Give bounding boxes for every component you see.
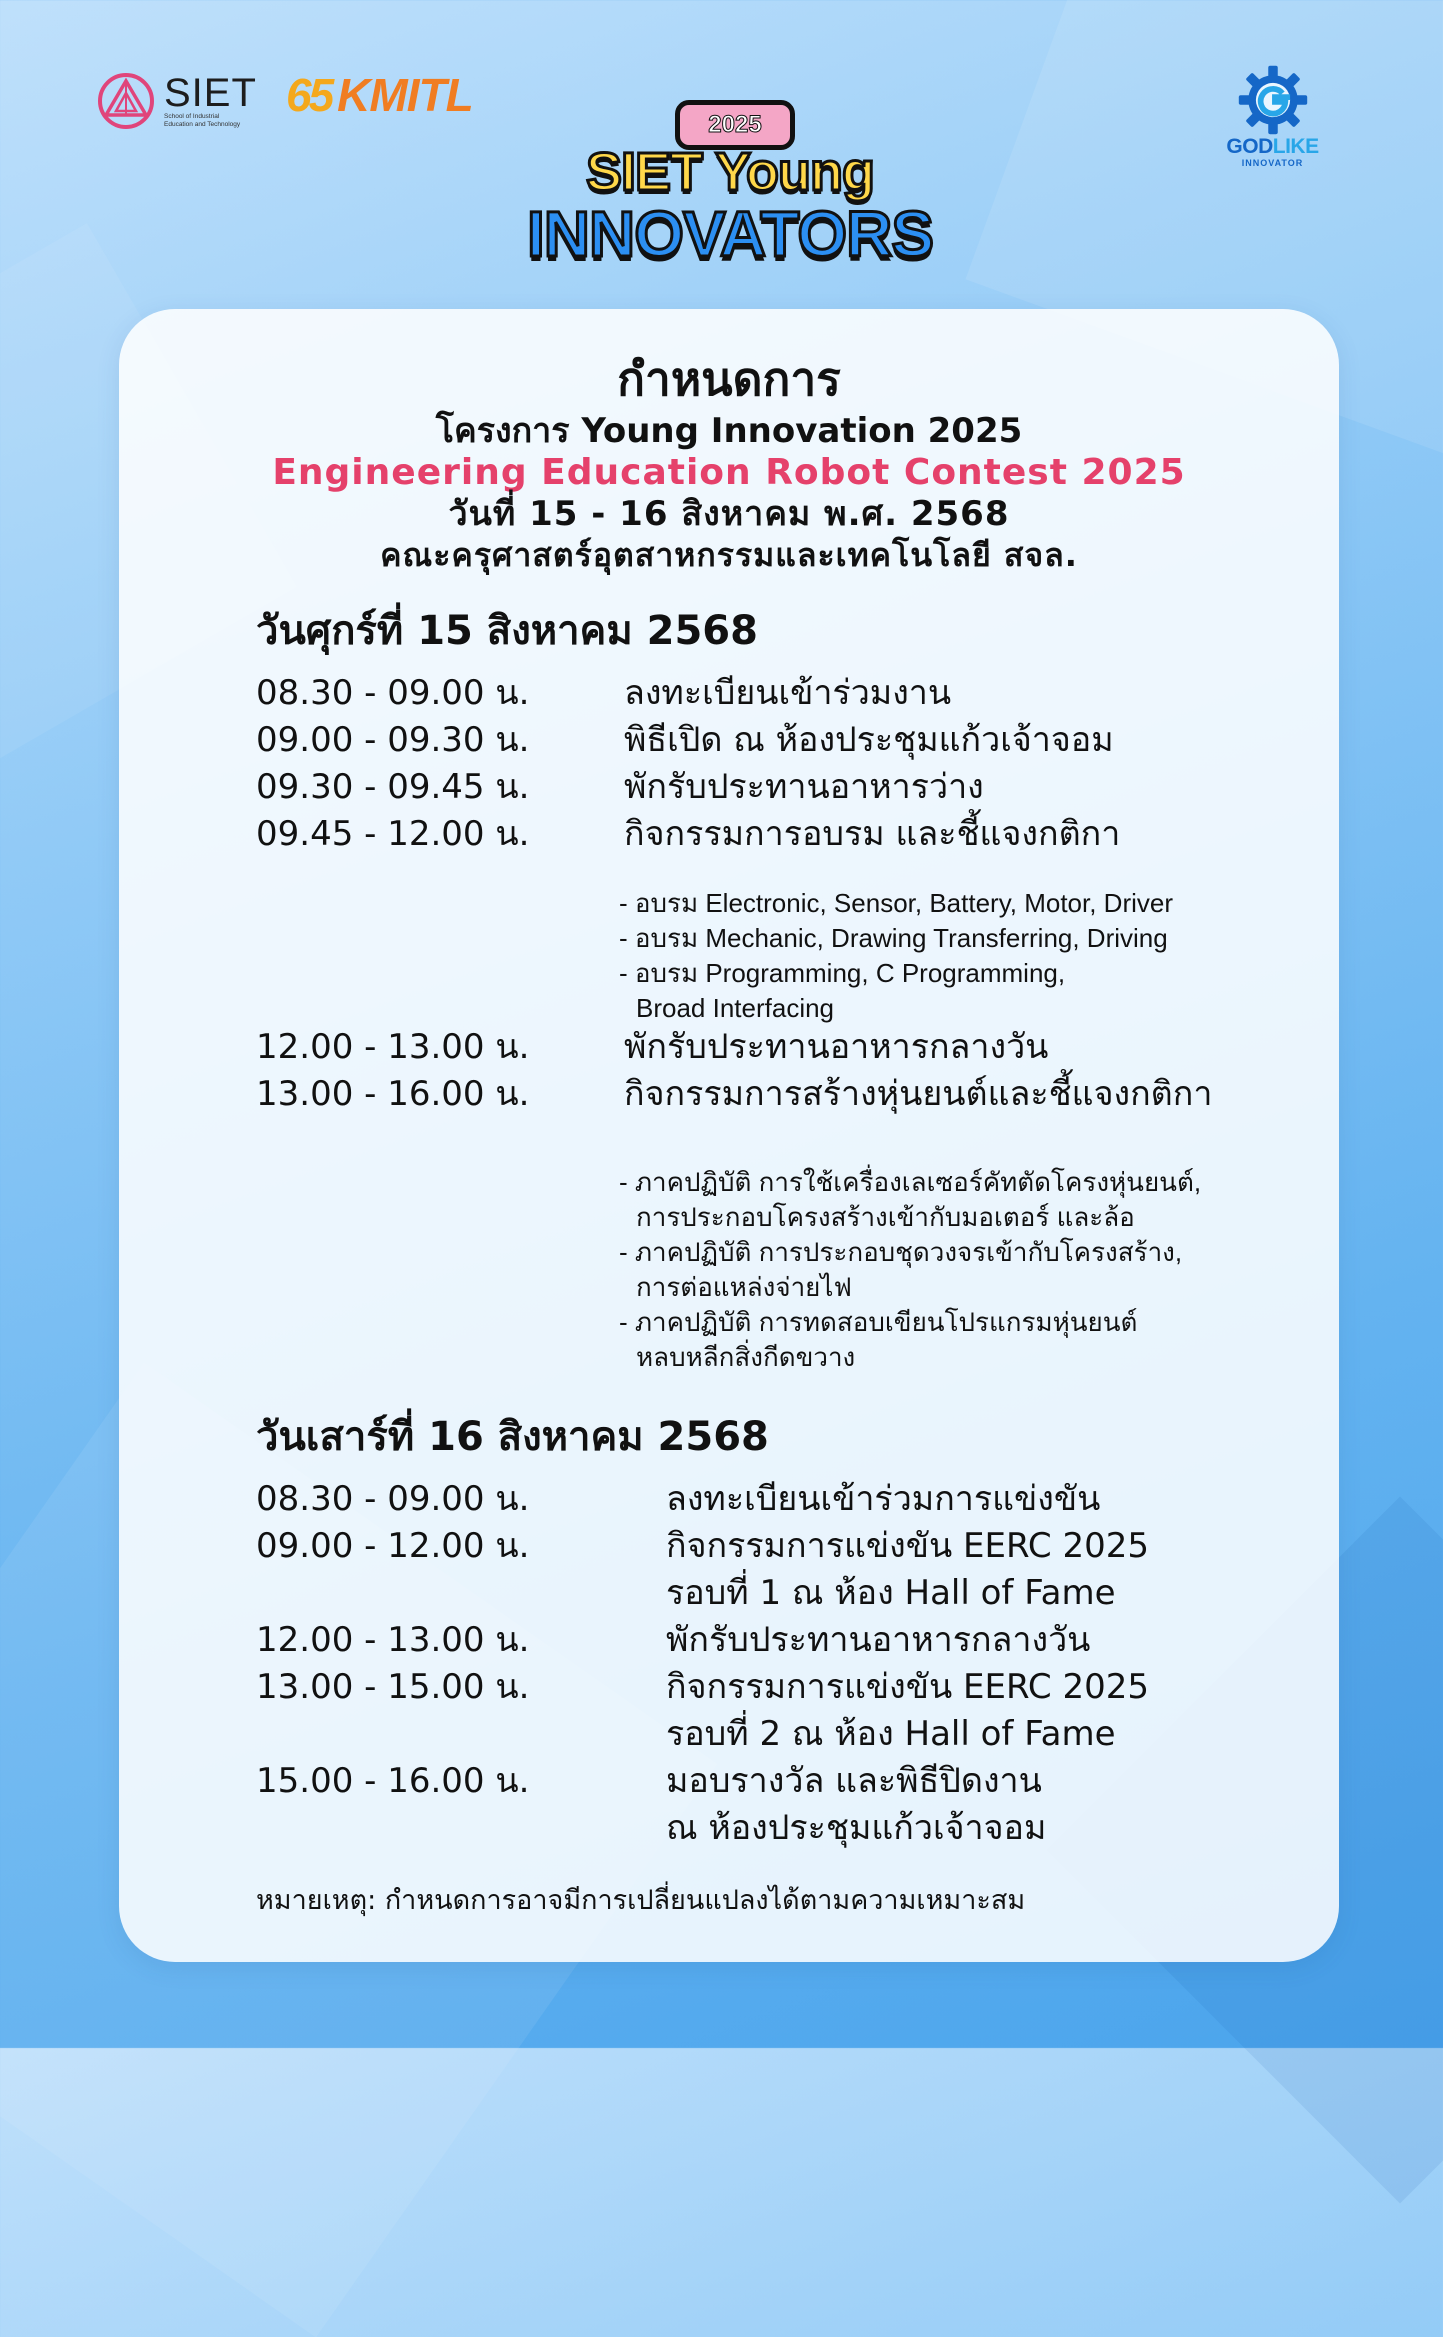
schedule-row-continuation	[256, 1570, 1316, 1617]
event-date: วันที่ 15 - 16 สิงหาคม พ.ศ. 2568	[448, 494, 1010, 534]
godlike-subtitle: INNOVATOR	[1241, 158, 1304, 168]
detail-item-continuation: การประกอบโครงสร้างเข้ากับมอเตอร์ และล้อ	[636, 1202, 1135, 1232]
schedule-activity: รอบที่ 2 ณ ห้อง Hall of Fame	[666, 1714, 1116, 1754]
project-name: โครงการ Young Innovation 2025	[435, 411, 1023, 451]
afternoon-practice-details	[619, 1165, 1299, 1375]
schedule-time: 12.00 - 13.00 น.	[256, 1027, 530, 1067]
schedule-activity: ลงทะเบียนเข้าร่วมงาน	[624, 673, 952, 713]
detail-item: - ภาคปฏิบัติ การใช้เครื่องเลเซอร์คัทตัดโครงหุ่นยนต์,	[619, 1167, 1202, 1197]
schedule-row	[256, 764, 1316, 811]
detail-item: - อบรม Mechanic, Drawing Transferring, Driving	[619, 923, 1168, 953]
schedule-row	[256, 811, 1316, 858]
schedule-row	[256, 717, 1316, 764]
schedule-time: 08.30 - 09.00 น.	[256, 673, 530, 713]
schedule-activity: กิจกรรมการแข่งขัน EERC 2025	[666, 1667, 1149, 1707]
schedule-activity: พักรับประทานอาหารกลางวัน	[624, 1027, 1049, 1067]
godlike-name	[1210, 136, 1335, 158]
schedule-row	[256, 670, 1316, 717]
siet-subtitle-line: School of Industrial	[164, 113, 220, 120]
schedule-time: 13.00 - 16.00 น.	[256, 1074, 530, 1114]
siet-subtitle-line: Education and Technology	[164, 121, 241, 128]
siet-name: SIET	[164, 71, 257, 115]
detail-item: - ภาคปฏิบัติ การทดสอบเขียนโปรแกรมหุ่นยนต์	[619, 1307, 1138, 1337]
schedule-activity: ณ ห้องประชุมแก้วเจ้าจอม	[666, 1808, 1047, 1848]
schedule-activity: พักรับประทานอาหารว่าง	[624, 767, 984, 807]
kmitl-logo	[286, 68, 473, 122]
schedule-activity: พักรับประทานอาหารกลางวัน	[666, 1620, 1091, 1660]
detail-item: - ภาคปฏิบัติ การประกอบชุดวงจรเข้ากับโครงสร้าง,	[619, 1237, 1183, 1267]
schedule-row-continuation	[256, 1711, 1316, 1758]
event-year-badge: 2025	[675, 100, 795, 150]
detail-item: - อบรม Electronic, Sensor, Battery, Motor, Driver	[619, 888, 1174, 918]
gear-icon	[1235, 62, 1311, 138]
schedule-time: 13.00 - 15.00 น.	[256, 1667, 530, 1707]
schedule-activity: ลงทะเบียนเข้าร่วมการแข่งขัน	[666, 1479, 1101, 1519]
schedule-title: กำหนดการ	[617, 352, 841, 406]
event-title-line2: INNOVATORS	[526, 198, 934, 270]
day2-title: วันเสาร์ที่ 16 สิงหาคม 2568	[256, 1414, 769, 1460]
kmitl-text: KMITL	[337, 69, 473, 121]
schedule-row	[256, 1476, 1316, 1523]
schedule-activity: พิธีเปิด ณ ห้องประชุมแก้วเจ้าจอม	[624, 720, 1114, 760]
siet-logo	[96, 68, 264, 134]
detail-item-continuation: หลบหลีกสิ่งกีดขวาง	[636, 1342, 856, 1372]
siet-subtitle	[164, 113, 264, 129]
morning-training-details	[619, 886, 1299, 1026]
day1-title: วันศุกร์ที่ 15 สิงหาคม 2568	[256, 608, 758, 654]
schedule-time: 09.45 - 12.00 น.	[256, 814, 530, 854]
godlike-name-part: GOD	[1226, 135, 1273, 158]
schedule-time: 15.00 - 16.00 น.	[256, 1761, 530, 1801]
schedule-activity: มอบรางวัล และพิธีปิดงาน	[666, 1761, 1042, 1801]
schedule-row	[256, 1617, 1316, 1664]
event-title-logo	[510, 90, 950, 290]
schedule-row	[256, 1523, 1316, 1570]
schedule-activity: รอบที่ 1 ณ ห้อง Hall of Fame	[666, 1573, 1116, 1613]
godlike-name-part: LIKE	[1272, 135, 1319, 158]
schedule-row	[256, 1664, 1316, 1711]
contest-name: Engineering Education Robot Contest 2025	[272, 452, 1186, 493]
schedule-row-continuation	[256, 1805, 1316, 1852]
schedule-card	[119, 309, 1339, 1962]
godlike-logo	[1210, 62, 1335, 168]
schedule-time: 12.00 - 13.00 น.	[256, 1620, 530, 1660]
schedule-time: 09.00 - 12.00 น.	[256, 1526, 530, 1566]
detail-item-continuation: การต่อแหล่งจ่ายไฟ	[636, 1272, 852, 1302]
schedule-note: หมายเหตุ: กำหนดการอาจมีการเปลี่ยนแปลงได้ตามความเหมาะสม	[256, 1885, 1026, 1916]
schedule-row	[256, 1758, 1316, 1805]
schedule-time: 09.00 - 09.30 น.	[256, 720, 530, 760]
detail-item: - อบรม Programming, C Programming,	[619, 958, 1066, 988]
faculty-name: คณะครุศาสตร์อุตสาหกรรมและเทคโนโลยี สจล.	[380, 536, 1078, 574]
schedule-row	[256, 1071, 1316, 1118]
schedule-time: 08.30 - 09.00 น.	[256, 1479, 530, 1519]
schedule-row	[256, 1024, 1316, 1071]
schedule-activity: กิจกรรมการสร้างหุ่นยนต์และชี้แจงกติกา	[624, 1074, 1213, 1114]
schedule-activity: กิจกรรมการแข่งขัน EERC 2025	[666, 1526, 1149, 1566]
detail-item-continuation: Broad Interfacing	[636, 993, 835, 1023]
kmitl-anniversary-number: 65	[286, 69, 332, 121]
event-title-line1: SIET Young	[585, 142, 874, 202]
schedule-activity: กิจกรรมการอบรม และชี้แจงกติกา	[624, 814, 1121, 854]
siet-emblem-icon	[96, 71, 156, 131]
schedule-time: 09.30 - 09.45 น.	[256, 767, 530, 807]
